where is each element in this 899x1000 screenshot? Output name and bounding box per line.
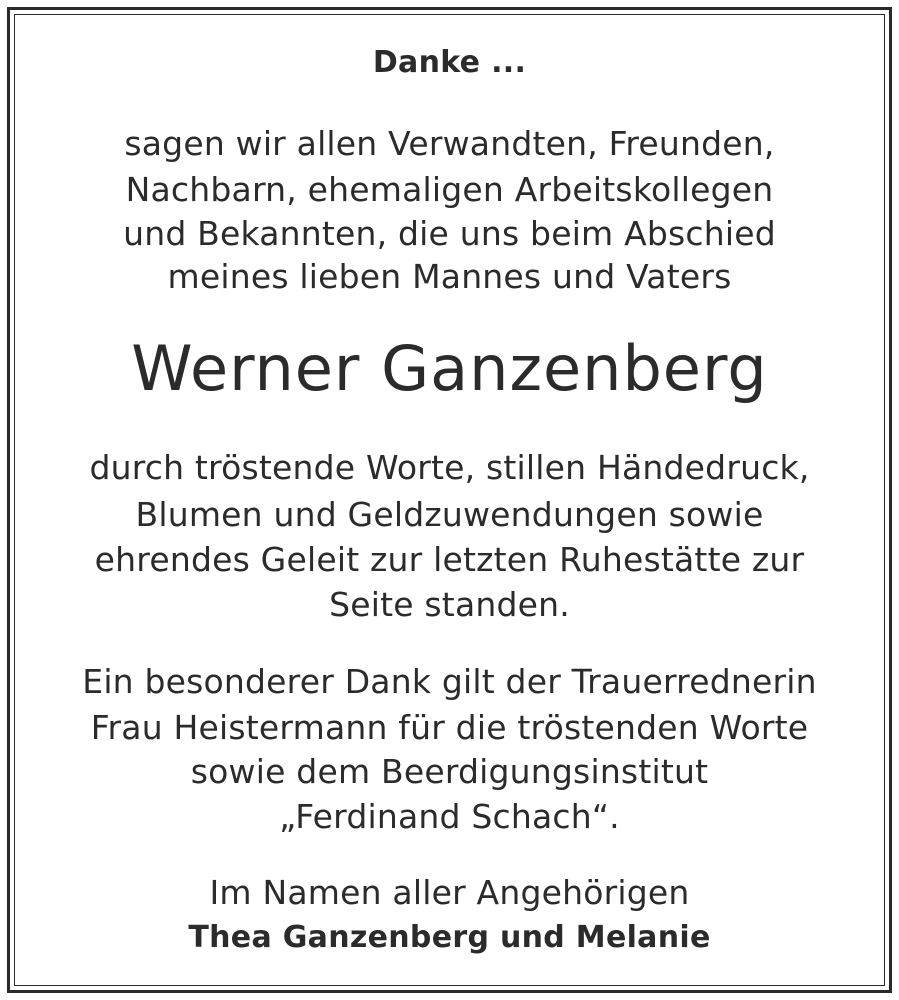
- thanks-line-1: durch tröstende Worte, stillen Händedruck,: [89, 448, 810, 487]
- special-thanks-line-4: „Ferdinand Schach“.: [279, 797, 620, 836]
- special-thanks-line-2: Frau Heistermann für die tröstenden Worte: [90, 708, 809, 747]
- special-thanks-line-1: Ein besonderer Dank gilt der Trauerrednerin: [82, 662, 817, 701]
- intro-line-3: und Bekannten, die uns beim Abschied: [123, 214, 776, 253]
- intro-line-4: meines lieben Mannes und Vaters: [167, 257, 732, 296]
- signature-names: Thea Ganzenberg und Melanie: [188, 920, 711, 955]
- thanks-line-4: Seite standen.: [329, 585, 570, 624]
- heading-danke: Danke ...: [372, 45, 527, 80]
- thanks-line-3: ehrendes Geleit zur letzten Ruhestätte zur: [94, 540, 805, 579]
- intro-line-1: sagen wir allen Verwandten, Freunden,: [124, 124, 775, 163]
- closing-line: Im Namen aller Angehörigen: [209, 873, 690, 912]
- intro-line-2: Nachbarn, ehemaligen Arbeitskollegen: [125, 170, 774, 209]
- deceased-name: Werner Ganzenberg: [131, 332, 768, 405]
- thanks-line-2: Blumen und Geldzuwendungen sowie: [135, 495, 764, 534]
- special-thanks-line-3: sowie dem Beerdigungsinstitut: [190, 752, 709, 791]
